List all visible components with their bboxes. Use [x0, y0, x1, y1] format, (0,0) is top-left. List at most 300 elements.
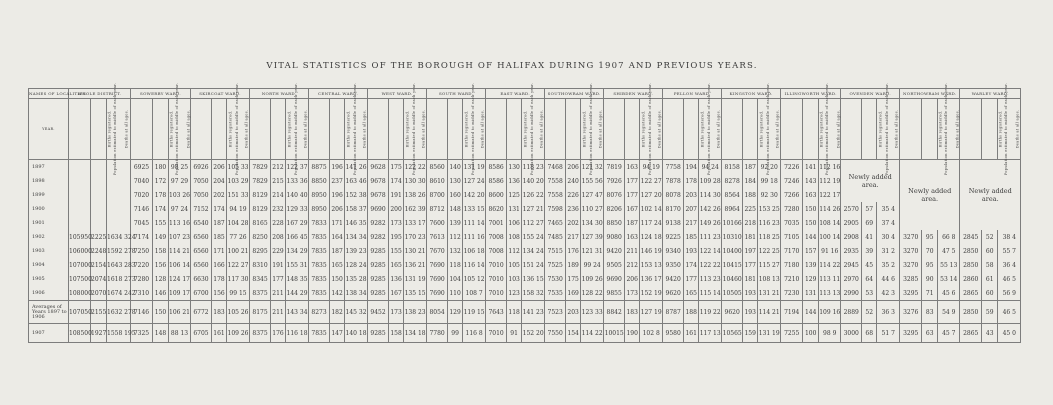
year-label: 1903	[29, 244, 69, 258]
localities-header: NAMES OF LOCALITIES.	[29, 89, 69, 99]
table-cell: 7050	[191, 188, 212, 202]
table-cell: 7558	[545, 188, 566, 202]
group-header: SOUTHOWRAM WARD.	[545, 89, 604, 99]
table-cell: 6772	[191, 301, 212, 324]
table-cell: 195	[389, 230, 404, 244]
sub-header-label: Deaths at all ages.	[1015, 109, 1020, 149]
newly-added-note: Newly added area.	[960, 160, 1021, 231]
table-cell: 126 22	[522, 188, 545, 202]
table-cell: 10166	[722, 216, 743, 230]
table-cell: 106 18	[463, 244, 486, 258]
table-cell: 61	[982, 272, 998, 286]
table-cell: 122 27	[227, 258, 250, 272]
table-cell: 194	[684, 160, 699, 175]
table-cell: 142	[330, 286, 345, 301]
table-cell: 55 13	[938, 258, 960, 272]
sub-header-label: Population estimated to middle of each year.	[175, 82, 180, 176]
sub-header-label: Births registered.	[878, 110, 883, 148]
table-cell: 7468	[545, 160, 566, 175]
table-cell: 177	[271, 272, 286, 286]
table-cell: 7045	[131, 216, 153, 230]
newly-added-note: Newly added area.	[900, 160, 960, 231]
table-cell: 8310	[250, 258, 271, 272]
table-cell: 140 40	[286, 188, 309, 202]
table-cell: 131 19	[758, 324, 781, 343]
table-cell: 8273	[309, 301, 330, 324]
table-cell: 2935	[841, 244, 862, 258]
sub-header-label: Births registered.	[228, 110, 233, 148]
table-cell: 7266	[781, 188, 803, 202]
table-cell: 8964	[722, 202, 743, 216]
table-cell: 7246	[781, 174, 803, 188]
table-cell: 7220	[131, 258, 153, 272]
table-cell: 193	[743, 301, 758, 324]
table-cell: 43	[982, 324, 998, 343]
table-cell: 2074	[91, 272, 107, 286]
table-cell: 7758	[663, 160, 684, 175]
table-cell: 7146	[131, 202, 153, 216]
table-cell: 110	[448, 286, 463, 301]
table-cell: 181	[743, 272, 758, 286]
table-cell: 207	[684, 202, 699, 216]
year-label: 1907	[29, 324, 69, 343]
table-cell: 53 14	[938, 272, 960, 286]
table-cell: 9420	[604, 244, 625, 258]
table-cell: 131 21	[758, 286, 781, 301]
table-cell: 150	[803, 216, 819, 230]
table-cell: 7835	[309, 324, 330, 343]
vital-statistics-table	[28, 82, 1021, 343]
table-cell: 217	[566, 230, 581, 244]
table-cell: 163 46	[345, 174, 368, 188]
table-cell: 51 7	[877, 324, 900, 343]
table-cell: 106000	[69, 244, 91, 258]
table-cell: 70	[922, 244, 938, 258]
table-cell: 1632 278	[107, 301, 131, 324]
table-cell: 173	[389, 216, 404, 230]
table-cell: 104 28	[227, 216, 250, 230]
table-cell: 122 22	[404, 160, 427, 175]
table-cell: 122 25	[758, 244, 781, 258]
sub-header-label: Deaths at all ages.	[955, 109, 960, 149]
table-row	[29, 324, 1021, 343]
table-cell: 225	[743, 202, 758, 216]
table-cell: 124 17	[169, 272, 191, 286]
group-header: NORTHOWRAM WARD.	[900, 89, 960, 99]
table-cell: 60	[982, 286, 998, 301]
year-label: Averages of Years 1897 to 1906	[29, 301, 69, 324]
table-cell: 2070	[91, 286, 107, 301]
year-label: 1900	[29, 202, 69, 216]
table-cell: 114 21	[758, 301, 781, 324]
table-cell: 7010	[486, 286, 507, 301]
sub-header	[448, 99, 469, 160]
sub-header-label: Births registered.	[405, 110, 410, 148]
table-cell: 2970	[841, 272, 862, 286]
table-cell: 107000	[69, 258, 91, 272]
table-cell: 121 32	[581, 160, 604, 175]
table-cell: 7819	[604, 160, 625, 175]
table-cell: 108	[507, 230, 522, 244]
table-cell: 161	[212, 324, 227, 343]
table-cell: 208	[271, 230, 286, 244]
table-cell: 8950	[309, 188, 330, 202]
table-cell: 146 19	[640, 244, 663, 258]
year-label: 1898	[29, 174, 69, 188]
sub-header-label: Population estimated to middle of each year.	[648, 82, 653, 176]
table-cell: 10505	[722, 286, 743, 301]
table-cell: 152 19	[640, 286, 663, 301]
table-cell: 104	[448, 272, 463, 286]
group-header: CENTRAL WARD.	[309, 89, 368, 99]
table-cell: 7001	[486, 216, 507, 230]
year-label: 1902	[29, 230, 69, 244]
sub-header-label: Deaths at all ages.	[244, 109, 249, 149]
table-cell: 8787	[663, 301, 684, 324]
table-cell: 99 15	[227, 286, 250, 301]
table-cell: 7008	[486, 244, 507, 258]
table-cell: 1643 283	[107, 258, 131, 272]
table-cell: 138 23	[404, 301, 427, 324]
table-cell: 166 45	[286, 230, 309, 244]
table-cell: 31 2	[877, 244, 900, 258]
table-cell: 130	[507, 160, 522, 175]
table-cell: 7835	[309, 230, 330, 244]
table-cell: 99	[448, 324, 463, 343]
table-cell: 212	[271, 160, 286, 175]
table-cell: 102 14	[640, 202, 663, 216]
table-cell: 7600	[427, 216, 448, 230]
table-cell: 100 14	[819, 230, 841, 244]
table-cell: 9285	[368, 272, 389, 286]
table-cell: 124 18	[640, 230, 663, 244]
table-cell: 134 29	[286, 244, 309, 258]
table-cell: 77 26	[227, 230, 250, 244]
table-cell: 155 31	[286, 258, 309, 272]
table-cell: 214	[271, 188, 286, 202]
table-cell: 185	[212, 230, 227, 244]
sub-header	[330, 99, 351, 160]
table-cell: 57	[862, 202, 877, 216]
table-cell: 9580	[663, 324, 684, 343]
table-cell: 129	[448, 301, 463, 324]
table-cell: 163	[625, 230, 640, 244]
table-cell: 8165	[250, 216, 271, 230]
sub-header-label: Births registered.	[641, 110, 646, 148]
table-cell: 105 12	[463, 272, 486, 286]
table-cell: 37 4	[877, 216, 900, 230]
group-header: WARLEY WARD.	[960, 89, 1021, 99]
table-cell: 174	[684, 258, 699, 272]
sub-header	[566, 99, 587, 160]
table-cell: 8950	[309, 202, 330, 216]
table-cell: 116 14	[463, 258, 486, 272]
table-cell: 118 23	[522, 160, 545, 175]
table-row	[29, 272, 1021, 286]
sub-header-label: Deaths at all ages.	[836, 109, 841, 149]
table-cell: 46 5	[998, 301, 1021, 324]
sub-header-label: Population estimated to middle of each year.	[530, 82, 535, 176]
year-label: 1905	[29, 272, 69, 286]
table-cell	[107, 216, 131, 230]
table-cell: 109 26	[581, 272, 604, 286]
table-cell: 2850	[960, 244, 982, 258]
table-cell: 115 14	[699, 286, 722, 301]
table-cell: 9285	[368, 258, 389, 272]
table-cell: 202	[212, 188, 227, 202]
table-cell: 8175	[250, 301, 271, 324]
table-cell: 134 30	[581, 216, 604, 230]
table-cell: 165	[389, 258, 404, 272]
sub-header-label: Population estimated to middle of each year.	[1004, 82, 1009, 176]
year-label: 1904	[29, 258, 69, 272]
table-cell: 2155	[91, 301, 107, 324]
table-row	[29, 286, 1021, 301]
page-title: VITAL STATISTICS OF THE BOROUGH OF HALIFAX DURING 1907 AND PREVIOUS YEARS.	[266, 61, 758, 71]
table-cell: 7170	[781, 244, 803, 258]
table-cell: 7035	[781, 216, 803, 230]
table-cell: 9285	[368, 286, 389, 301]
sub-header	[507, 99, 528, 160]
table-cell: 7878	[663, 174, 684, 188]
table-cell: 158 32	[522, 286, 545, 301]
sub-header-label: Population estimated to middle of each year.	[944, 82, 949, 176]
table-cell: 2850	[960, 258, 982, 272]
sub-header-label: Population estimated to middle of each year.	[885, 82, 890, 176]
table-cell: 146 35	[345, 216, 368, 230]
table-cell: 136 15	[522, 272, 545, 286]
table-cell: 9350	[663, 258, 684, 272]
group-header: EAST WARD.	[486, 89, 545, 99]
table-cell: 129 33	[286, 202, 309, 216]
table-cell: 9678	[368, 174, 389, 188]
table-cell: 105	[507, 258, 522, 272]
table-cell: 68	[862, 324, 877, 343]
table-cell: 52	[862, 301, 877, 324]
table-cell: 169	[566, 286, 581, 301]
table-cell: 152 20	[522, 324, 545, 343]
table-cell: 9080	[604, 230, 625, 244]
table-cell: 30 4	[877, 230, 900, 244]
sub-header-label: Deaths at all ages.	[186, 109, 191, 149]
sub-header-label: Births registered.	[759, 110, 764, 148]
group-header: NORTH WARD.	[250, 89, 309, 99]
table-cell: 131 19	[404, 272, 427, 286]
table-cell: 127 19	[640, 301, 663, 324]
table-cell: 41	[862, 230, 877, 244]
table-cell: 211	[271, 286, 286, 301]
table-cell: 217	[684, 216, 699, 230]
table-cell: 127 21	[522, 202, 545, 216]
table-cell: 177	[684, 272, 699, 286]
table-cell: 8842	[604, 301, 625, 324]
table-cell: 8206	[604, 202, 625, 216]
table-cell: 8600	[486, 188, 507, 202]
table-cell: 56 9	[998, 286, 1021, 301]
table-cell: 6560	[191, 230, 212, 244]
table-cell: 112	[448, 230, 463, 244]
sub-header-label: Births registered.	[938, 110, 943, 148]
table-cell: 45 6	[938, 286, 960, 301]
table-cell: 121 31	[581, 244, 604, 258]
table-cell: 193	[684, 244, 699, 258]
table-cell: 110 27	[581, 202, 604, 216]
table-cell: 176	[566, 244, 581, 258]
table-cell: 140	[448, 160, 463, 175]
table-cell: 116 8	[463, 324, 486, 343]
table-cell: 10415	[722, 258, 743, 272]
group-header: SOUTH WARD.	[427, 89, 486, 99]
table-cell: 44 6	[877, 272, 900, 286]
sub-header-label: Births registered.	[287, 110, 292, 148]
table-cell: 7523	[545, 301, 566, 324]
table-cell: 109 26	[227, 324, 250, 343]
table-cell: 7146	[131, 301, 153, 324]
table-cell: 160	[448, 188, 463, 202]
sub-header	[91, 99, 112, 160]
table-cell: 99 24	[581, 258, 604, 272]
table-cell: 109 16	[819, 301, 841, 324]
table-cell: 7008	[486, 230, 507, 244]
table-cell: 3285	[900, 272, 922, 286]
table-cell: 211	[625, 244, 640, 258]
table-cell: 98 9	[819, 324, 841, 343]
table-cell: 150	[153, 301, 169, 324]
table-cell: 7780	[427, 324, 448, 343]
table-cell: 139	[448, 216, 463, 230]
table-cell: 9855	[604, 286, 625, 301]
table-row	[29, 244, 1021, 258]
table-cell: 7690	[427, 286, 448, 301]
table-cell: 69	[862, 216, 877, 230]
table-cell: 206	[625, 272, 640, 286]
table-cell: 7250	[131, 244, 153, 258]
table-cell: 127 24	[463, 174, 486, 188]
table-row	[29, 216, 1021, 230]
table-cell: 6925	[131, 160, 153, 175]
table-cell: 155	[153, 216, 169, 230]
table-cell: 147	[330, 324, 345, 343]
table-cell	[91, 202, 107, 216]
table-cell: 8586	[486, 160, 507, 175]
table-cell: 141 23	[522, 301, 545, 324]
table-cell	[91, 174, 107, 188]
table-cell: 130 30	[404, 174, 427, 188]
table-cell: 53	[862, 286, 877, 301]
table-cell: 3276	[900, 301, 922, 324]
table-cell: 172	[153, 174, 169, 188]
year-label: 1897	[29, 160, 69, 175]
table-cell: 142 26	[699, 202, 722, 216]
table-cell: 240	[566, 174, 581, 188]
table-cell: 9690	[368, 202, 389, 216]
table-cell: 47 5	[938, 244, 960, 258]
table-cell: 150	[803, 202, 819, 216]
table-cell: 7926	[604, 174, 625, 188]
table-cell: 8295	[250, 244, 271, 258]
table-cell: 8129	[250, 202, 271, 216]
table-cell: 9340	[663, 244, 684, 258]
table-cell	[107, 160, 131, 175]
table-cell: 153 13	[640, 258, 663, 272]
table-cell: 46 5	[998, 272, 1021, 286]
table-cell: 114 26	[819, 202, 841, 216]
table-cell: 2889	[841, 301, 862, 324]
sub-header-label: Deaths at all ages.	[598, 109, 603, 149]
table-cell: 7255	[781, 324, 803, 343]
table-cell: 196	[330, 188, 345, 202]
table-cell: 153 25	[758, 202, 781, 216]
table-cell: 127 20	[640, 188, 663, 202]
table-cell: 156	[153, 258, 169, 272]
group-header: WEST WARD.	[368, 89, 427, 99]
table-cell: 113 11	[819, 272, 841, 286]
table-cell: 8586	[486, 174, 507, 188]
table-cell: 127 39	[581, 230, 604, 244]
sub-header-label: Births registered.	[346, 110, 351, 148]
table-cell: 237	[330, 174, 345, 188]
table-cell: 111 16	[463, 230, 486, 244]
table-cell: 171	[212, 244, 227, 258]
table-cell: 7613	[427, 230, 448, 244]
table-cell: 116 18	[286, 324, 309, 343]
table-cell: 178	[684, 174, 699, 188]
table-cell: 158	[389, 324, 404, 343]
sub-header-label: Population estimated to middle of each year.	[825, 82, 830, 176]
table-cell: 8345	[250, 272, 271, 286]
table-cell: 7194	[781, 301, 803, 324]
sub-header-label: Deaths at all ages.	[124, 109, 129, 149]
table-cell: 35 4	[877, 202, 900, 216]
table-cell: 1592 278	[107, 244, 131, 258]
table-cell: 167	[389, 286, 404, 301]
table-cell: 3295	[900, 286, 922, 301]
table-cell: 3295	[900, 324, 922, 343]
table-cell: 91	[507, 324, 522, 343]
table-cell: 151 33	[227, 188, 250, 202]
table-cell: 130 21	[404, 244, 427, 258]
table-cell: 135 15	[404, 286, 427, 301]
table-cell: 2248	[91, 244, 107, 258]
table-cell: 88 13	[169, 324, 191, 343]
sub-header-label: Births registered.	[169, 110, 174, 148]
table-cell: 112	[507, 244, 522, 258]
table-cell: 7670	[427, 244, 448, 258]
table-cell: 164	[330, 230, 345, 244]
table-cell: 108 13	[758, 272, 781, 286]
table-cell: 189	[566, 258, 581, 272]
table-cell: 125	[507, 188, 522, 202]
sub-header	[271, 99, 292, 160]
table-cell: 7535	[545, 286, 566, 301]
table-cell: 202	[566, 216, 581, 230]
table-cell: 10015	[604, 324, 625, 343]
table-cell: 99 18	[758, 174, 781, 188]
table-cell: 117 30	[227, 272, 250, 286]
group-header: SKIRCOAT WARD.	[191, 89, 250, 99]
table-cell: 106 14	[169, 258, 191, 272]
sub-header-label: Births registered.	[998, 110, 1003, 148]
table-cell: 142 20	[463, 188, 486, 202]
table-cell: 100 21	[227, 244, 250, 258]
table-cell: 170 23	[404, 230, 427, 244]
table-cell: 8620	[486, 202, 507, 216]
table-cell: 95	[922, 258, 938, 272]
table-cell: 54 9	[938, 301, 960, 324]
table-cell: 92 20	[758, 160, 781, 175]
table-cell: 200	[389, 202, 404, 216]
group-header: OVENDEN WARD.	[841, 89, 900, 99]
